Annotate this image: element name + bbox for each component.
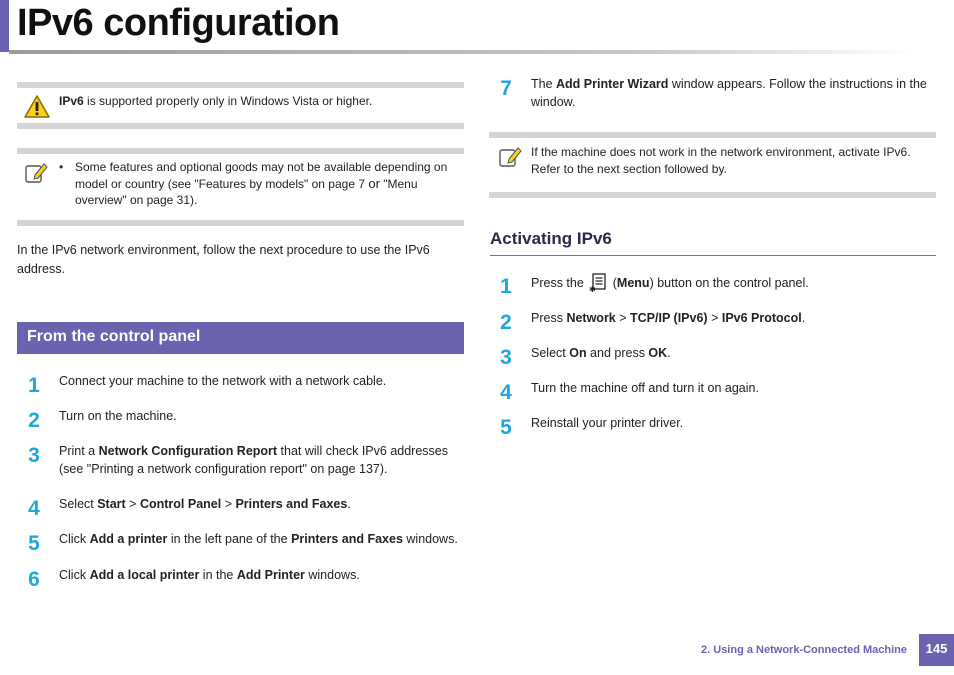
step-5-text-a: Click <box>59 532 90 546</box>
step-number: 4 <box>500 381 512 404</box>
act-step-2-text-b: > <box>615 311 631 325</box>
act-step-1-text-b: ( <box>609 276 617 290</box>
act-step-2-text-a: Press <box>531 311 567 325</box>
step-7-text-b: window appears. Follow the instructions in the <box>668 77 927 91</box>
note-pencil-icon <box>497 144 523 175</box>
step-text <box>59 495 469 513</box>
svg-text:✱: ✱ <box>589 285 596 293</box>
step-4-bold-b: Control Panel <box>139 497 222 511</box>
step-number: 4 <box>28 497 40 520</box>
act-step-3-text-c: . <box>667 346 671 360</box>
note-bullet: • <box>59 160 64 174</box>
step-4-text-c: > <box>221 497 236 511</box>
step-4-bold-a: Start <box>97 497 126 511</box>
note-2-line-2: Refer to the next section followed by. <box>531 161 727 176</box>
step-text <box>531 273 941 298</box>
warning-note <box>17 82 464 129</box>
act-step-5-text: Reinstall your printer driver. <box>531 416 684 430</box>
step-7-bold: Add Printer Wizard <box>556 77 669 91</box>
step-number: 2 <box>500 311 512 334</box>
info-note-network-text <box>531 144 931 177</box>
step-text <box>59 442 469 478</box>
step-number: 1 <box>28 374 40 397</box>
step-text <box>531 414 941 432</box>
act-step-2-text-c: > <box>707 311 722 325</box>
step-3-text-b: that will check IPv6 addresses <box>277 444 448 458</box>
step-6-bold-b: Add Printer <box>236 568 305 582</box>
act-step-3-bold-a: On <box>569 346 587 360</box>
info-note-network <box>489 132 936 198</box>
title-rule <box>9 50 914 54</box>
step-5-text-c: windows. <box>402 532 458 546</box>
step-4-text-b: > <box>125 497 140 511</box>
step-3-line-1 <box>59 442 469 460</box>
step-4-bold-c: Printers and Faxes <box>235 497 348 511</box>
note-line-1: Some features and optional goods may not be available depending on <box>75 160 448 174</box>
step-text <box>59 530 471 548</box>
section-heading-control-panel: From the control panel <box>17 322 464 354</box>
step-6-text-c: windows. <box>304 568 360 582</box>
step-6-bold-a: Add a local printer <box>89 568 200 582</box>
note-line-3: overview" on page 31). <box>75 193 198 207</box>
note-line-2 <box>75 176 463 193</box>
step-text <box>531 75 941 111</box>
step-text <box>59 407 469 425</box>
note-line-2-or: or <box>368 175 380 191</box>
act-step-2-bold-c: IPv6 Protocol <box>721 311 802 325</box>
step-5-bold-b: Printers and Faxes <box>291 532 403 546</box>
step-text <box>59 566 469 584</box>
step-6-text-a: Click <box>59 568 90 582</box>
step-7-line-2: window. <box>531 95 576 109</box>
act-step-3-text-b: and press <box>586 346 649 360</box>
note-line-2a: model or country (see "Features by models" on page 7 <box>75 176 369 191</box>
warning-note-bold: IPv6 <box>59 94 84 108</box>
step-3-line-2: (see "Printing a network configuration report" on page 137). <box>59 462 388 476</box>
warning-note-text <box>59 93 459 110</box>
act-step-2-text-d: . <box>801 311 806 325</box>
step-text <box>531 344 941 362</box>
act-step-4-text: Turn the machine off and turn it on again. <box>531 381 759 395</box>
step-number: 3 <box>500 346 512 369</box>
act-step-1-text-a: Press the <box>531 276 588 290</box>
step-number: 7 <box>500 77 512 100</box>
step-3-text-a: Print a <box>59 444 99 458</box>
intro-line-1: In the IPv6 network environment, follow the next procedure to use the IPv6 <box>17 243 430 257</box>
info-note-features-text <box>59 159 463 209</box>
menu-icon <box>589 273 607 298</box>
step-6-text-b: in the <box>199 568 237 582</box>
note-pencil-icon <box>23 160 49 191</box>
title-accent-bar <box>0 0 9 52</box>
intro-line-2: address. <box>17 262 65 276</box>
step-number: 3 <box>28 444 40 467</box>
act-step-1-bold: Menu <box>616 276 650 290</box>
note-2-line-1: If the machine does not work in the network environment, activate IPv6. <box>531 145 911 159</box>
warning-note-body: is supported properly only in Windows Vista or higher. <box>83 94 373 108</box>
act-step-3-bold-b: OK <box>648 346 668 360</box>
step-2-text: Turn on the machine. <box>59 409 177 423</box>
step-number: 1 <box>500 275 512 298</box>
step-3-bold: Network Configuration Report <box>98 444 278 458</box>
step-number: 5 <box>28 532 40 555</box>
step-7-text-a: The <box>531 77 557 91</box>
step-text <box>531 309 941 327</box>
note-line-2b: "Menu <box>379 176 418 191</box>
page-number-badge: 145 <box>919 634 954 666</box>
intro-paragraph <box>17 241 467 279</box>
step-text <box>531 379 941 397</box>
act-step-2-bold-b: TCP/IP (IPv6) <box>630 311 708 325</box>
step-text <box>59 372 469 390</box>
act-step-1-text-c: ) button on the control panel. <box>649 276 809 290</box>
step-5-bold-a: Add a printer <box>89 532 168 546</box>
info-note-features <box>17 148 464 226</box>
footer-chapter: 2. Using a Network-Connected Machine <box>701 644 907 656</box>
act-step-2-bold-a: Network <box>566 311 616 325</box>
act-step-3-text-a: Select <box>531 346 570 360</box>
page-title: IPv6 configuration <box>17 2 340 44</box>
step-1-text: Connect your machine to the network with a network cable. <box>59 374 387 388</box>
section-heading-activating-ipv6: Activating IPv6 <box>490 229 612 248</box>
step-4-text-a: Select <box>59 497 98 511</box>
step-5-text-b: in the left pane of the <box>167 532 292 546</box>
step-number: 5 <box>500 416 512 439</box>
step-number: 2 <box>28 409 40 432</box>
warning-icon <box>23 94 51 125</box>
section-rule <box>490 255 936 256</box>
step-7-line-1 <box>531 75 941 93</box>
step-4-text-d: . <box>347 497 351 511</box>
step-number: 6 <box>28 568 40 591</box>
